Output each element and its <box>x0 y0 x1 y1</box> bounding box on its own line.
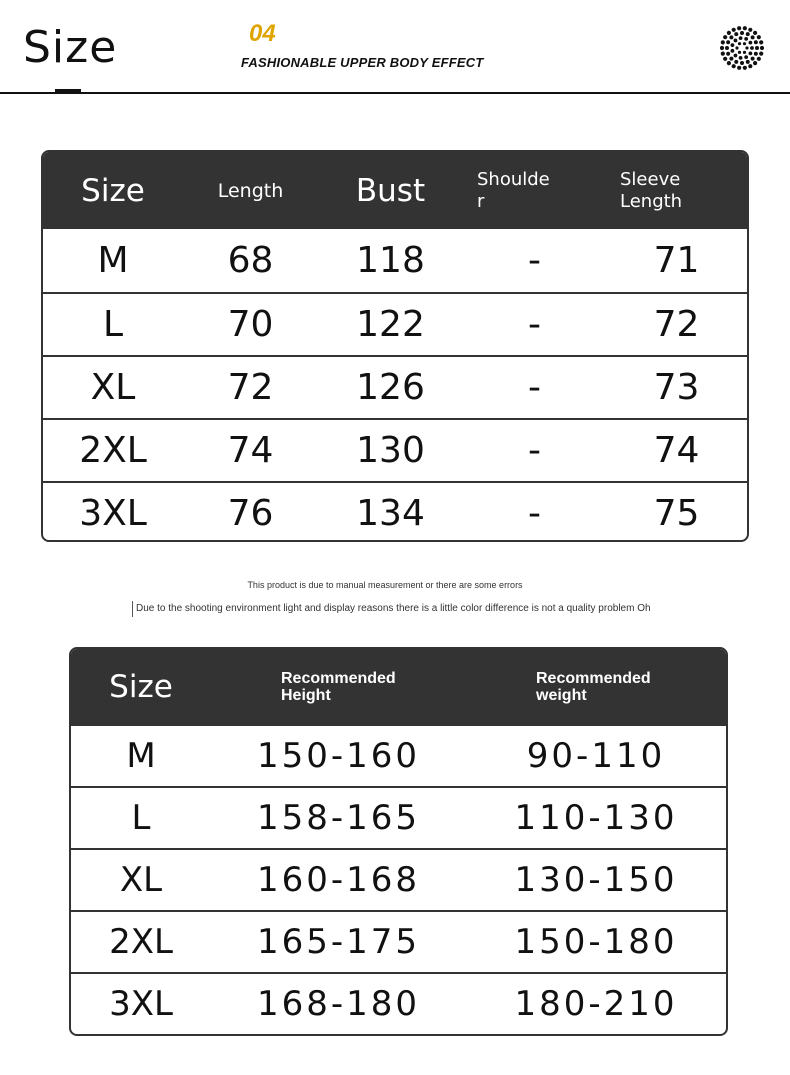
bust-cell: 118 <box>356 240 425 281</box>
header-size: Size <box>81 172 145 209</box>
size-measurement-table <box>41 150 749 542</box>
shoulder-cell: - <box>528 493 541 534</box>
table-row <box>43 292 747 355</box>
table-row <box>71 848 726 910</box>
header-length: Length <box>217 179 284 202</box>
height-cell: 165-175 <box>256 922 421 962</box>
table-row <box>43 481 747 542</box>
page-title: Size <box>23 22 118 73</box>
length-cell: 72 <box>227 367 274 408</box>
header-recommended-height: Recommended Height <box>281 669 396 704</box>
length-cell: 74 <box>227 430 274 471</box>
size-cell: 2XL <box>109 922 173 962</box>
bust-cell: 126 <box>356 367 425 408</box>
sleeve-length-cell: 71 <box>653 240 700 281</box>
size-cell: M <box>97 240 129 281</box>
length-cell: 70 <box>227 304 274 345</box>
table-row <box>71 910 726 972</box>
weight-cell: 180-210 <box>514 984 678 1024</box>
size-cell: M <box>126 736 156 776</box>
shoulder-cell: - <box>528 430 541 471</box>
table-row <box>43 229 747 292</box>
color-note: Due to the shooting environment light and display reasons there is a little color difference is not a quality problem Oh <box>132 601 651 617</box>
sleeve-length-cell: 74 <box>653 430 700 471</box>
bust-cell: 130 <box>356 430 425 471</box>
dotted-circle-icon <box>718 24 766 72</box>
weight-cell: 90-110 <box>526 736 666 776</box>
table-header <box>43 152 747 229</box>
bust-cell: 122 <box>356 304 425 345</box>
height-cell: 158-165 <box>256 798 421 838</box>
recommendation-table <box>69 647 728 1036</box>
height-cell: 150-160 <box>256 736 421 776</box>
shoulder-cell: - <box>528 367 541 408</box>
header-size: Size <box>109 668 173 705</box>
weight-cell: 110-130 <box>514 798 678 838</box>
size-cell: L <box>131 798 151 838</box>
weight-cell: 130-150 <box>514 860 678 900</box>
height-cell: 160-168 <box>256 860 421 900</box>
table-body <box>71 724 726 1034</box>
bust-cell: 134 <box>356 493 425 534</box>
length-cell: 76 <box>227 493 274 534</box>
length-cell: 68 <box>227 240 274 281</box>
size-cell: XL <box>90 367 136 408</box>
table-row <box>71 786 726 848</box>
page-header <box>0 0 790 94</box>
section-tagline: FASHIONABLE UPPER BODY EFFECT <box>241 55 484 70</box>
sleeve-length-cell: 72 <box>653 304 700 345</box>
header-bust: Bust <box>355 172 426 209</box>
table-row <box>43 418 747 481</box>
section-number: 04 <box>249 20 276 47</box>
sleeve-length-cell: 75 <box>653 493 700 534</box>
size-cell: 3XL <box>79 493 147 534</box>
shoulder-cell: - <box>528 304 541 345</box>
size-cell: 3XL <box>109 984 173 1024</box>
header-sleeve-length: Sleeve Length <box>620 168 683 212</box>
header-shoulder: Shoulde r <box>477 168 550 212</box>
size-cell: L <box>102 304 124 345</box>
sleeve-length-cell: 73 <box>653 367 700 408</box>
measurement-note: This product is due to manual measurement or there are some errors <box>247 580 523 590</box>
table-row <box>43 355 747 418</box>
shoulder-cell: - <box>528 240 541 281</box>
table-row <box>71 724 726 786</box>
height-cell: 168-180 <box>256 984 421 1024</box>
size-cell: XL <box>119 860 163 900</box>
weight-cell: 150-180 <box>514 922 678 962</box>
table-body <box>43 229 747 542</box>
table-header <box>71 649 726 724</box>
title-underline <box>55 89 81 92</box>
size-cell: 2XL <box>79 430 147 471</box>
header-recommended-weight: Recommended weight <box>536 669 651 704</box>
table-row <box>71 972 726 1034</box>
